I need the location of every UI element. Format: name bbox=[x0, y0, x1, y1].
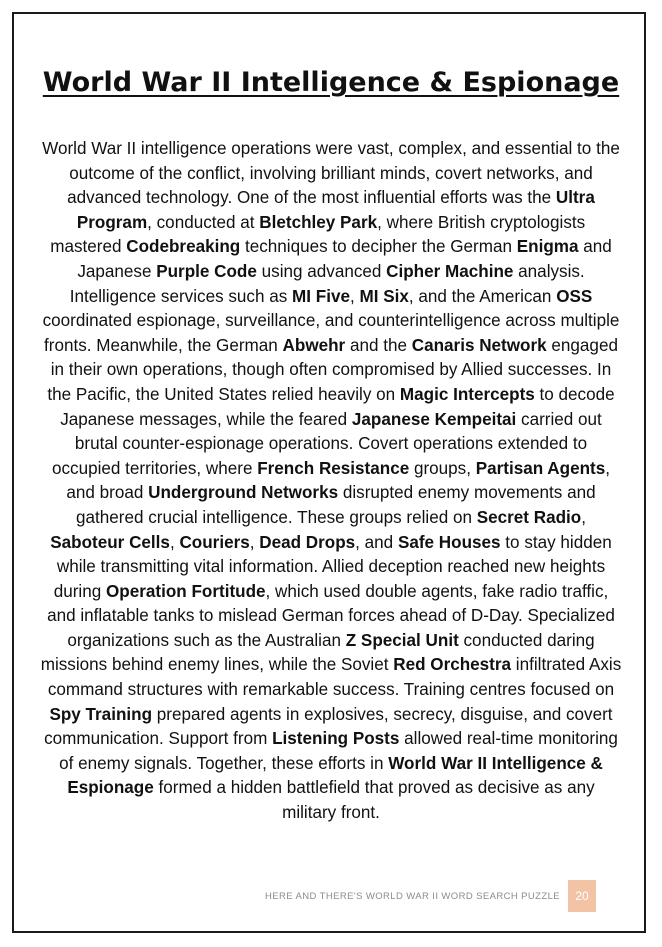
bold-term: Z Special Unit bbox=[345, 630, 459, 650]
bold-term: Partisan Agents bbox=[475, 458, 606, 478]
bold-term: Dead Drops bbox=[259, 532, 356, 552]
text-segment: conducted daring missions behind enemy lines, while the Soviet bbox=[40, 630, 595, 675]
bold-term: Underground Networks bbox=[148, 483, 339, 503]
bold-term: Canaris Network bbox=[411, 335, 547, 355]
text-segment: , where British cryptologists mastered bbox=[50, 212, 586, 257]
text-segment: using advanced bbox=[256, 261, 387, 281]
text-segment: prepared agents in explosives, secrecy, disguise, and covert communication. Support from bbox=[44, 704, 613, 749]
bold-term: MI Five bbox=[292, 286, 350, 306]
bold-term: Spy Training bbox=[49, 704, 153, 724]
text-segment: World War II intelligence operations were vast, complex, and essential to the outcome of the conflict, involving brilliant minds, covert networks, and advanced technology. One of the most influential efforts was the bbox=[42, 139, 620, 208]
bold-term: Japanese Kempeitai bbox=[351, 409, 517, 429]
body-paragraph bbox=[40, 137, 622, 826]
text-segment: and the bbox=[345, 335, 412, 355]
text-segment: , conducted at bbox=[147, 212, 260, 232]
page-footer bbox=[265, 880, 596, 912]
text-segment: to stay hidden while transmitting vital information. Allied deception reached new heights during bbox=[53, 532, 612, 601]
page-title: World War II Intelligence & Espionage bbox=[42, 67, 620, 98]
text-segment: allowed real-time monitoring of enemy signals. Together, these efforts in bbox=[59, 729, 618, 773]
text-segment: coordinated espionage, surveillance, and counterintelligence across multiple fronts. Meanwhile, the German bbox=[42, 311, 620, 355]
bold-term: OSS bbox=[556, 286, 593, 306]
bold-term: Enigma bbox=[516, 237, 579, 257]
text-segment: engaged in their own operations, though often compromised by Allied successes. In the Pacific, the United States relied heavily on bbox=[47, 335, 618, 404]
bold-term: Magic Intercepts bbox=[399, 384, 535, 404]
text-segment: groups, bbox=[409, 458, 476, 478]
text-segment: analysis. Intelligence services such as bbox=[69, 261, 585, 306]
bold-term: Abwehr bbox=[282, 335, 346, 355]
text-segment: disrupted enemy movements and gathered crucial intelligence. These groups relied on bbox=[76, 483, 596, 527]
text-segment: formed a hidden battlefield that proved as decisive as any military front. bbox=[153, 778, 595, 823]
text-segment: to decode Japanese messages, while the feared bbox=[60, 384, 615, 429]
bold-term: French Resistance bbox=[257, 458, 410, 478]
page-number-badge: 20 bbox=[568, 880, 596, 912]
bold-term: Saboteur Cells bbox=[50, 532, 170, 552]
text-segment: , bbox=[349, 286, 360, 306]
bold-term: Red Orchestra bbox=[393, 655, 512, 675]
text-segment: , and broad bbox=[66, 458, 610, 503]
bold-term: Bletchley Park bbox=[259, 212, 378, 232]
bold-term: Cipher Machine bbox=[386, 261, 514, 281]
bold-term: Secret Radio bbox=[476, 507, 582, 527]
text-segment: carried out brutal counter-espionage operations. Covert operations extended to occupied territories, where bbox=[51, 409, 602, 478]
text-segment: infiltrated Axis command structures with remarkable success. Training centres focused on bbox=[47, 655, 622, 700]
text-segment: , and bbox=[355, 532, 398, 552]
text-segment: , bbox=[249, 532, 260, 552]
bold-term: Operation Fortitude bbox=[106, 581, 266, 601]
footer-book-title: HERE AND THERE'S WORLD WAR II WORD SEARCH PUZZLE bbox=[265, 890, 560, 902]
bold-term: Safe Houses bbox=[397, 532, 501, 552]
text-segment: techniques to decipher the German bbox=[240, 237, 517, 257]
text-segment: , bbox=[581, 507, 586, 527]
bold-term: Purple Code bbox=[156, 261, 257, 281]
bold-term: Couriers bbox=[179, 532, 250, 552]
text-segment: , which used double agents, fake radio traffic, and inflatable tanks to mislead German forces ahead of D-Day. Specialized organizations such as the Australian bbox=[47, 581, 615, 650]
text-segment: and Japanese bbox=[77, 237, 612, 281]
bold-term: Ultra Program bbox=[76, 188, 595, 232]
bold-term: Listening Posts bbox=[272, 729, 400, 749]
bold-term: World War II Intelligence & Espionage bbox=[67, 753, 603, 798]
text-segment: , and the American bbox=[408, 286, 557, 306]
text-segment: , bbox=[169, 532, 180, 552]
bold-term: MI Six bbox=[359, 286, 409, 306]
bold-term: Codebreaking bbox=[126, 237, 241, 257]
